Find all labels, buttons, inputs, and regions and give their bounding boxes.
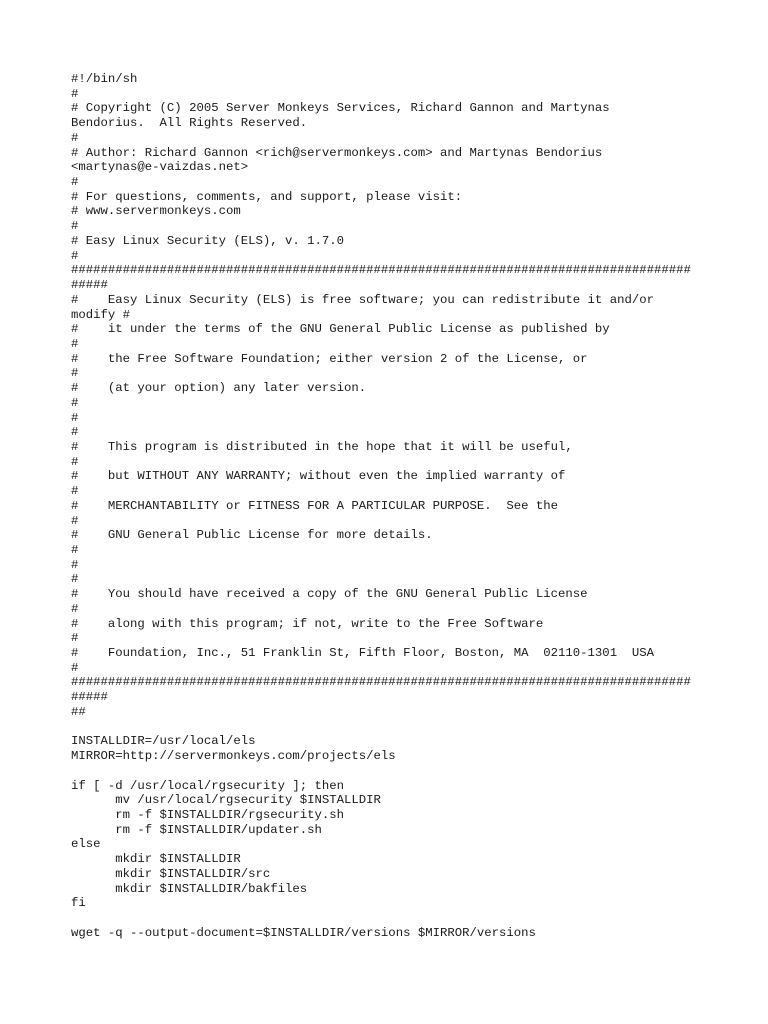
script-line: # <box>71 543 79 557</box>
script-line: mkdir $INSTALLDIR/src <box>71 866 271 881</box>
script-line: # www.servermonkeys.com <box>71 204 241 219</box>
script-line: modify # <box>71 307 131 322</box>
script-line: # <box>71 557 79 572</box>
script-line: # You should have received a copy of the GNU General Public License <box>71 587 588 602</box>
script-line: INSTALLDIR=/usr/local/els <box>71 734 256 749</box>
script-line: ##### <box>71 278 108 293</box>
script-line: mkdir $INSTALLDIR <box>71 852 241 867</box>
script-line: # <box>71 175 79 190</box>
script-line: # MERCHANTABILITY or FITNESS FOR A PARTICULAR PURPOSE. See the <box>71 498 559 513</box>
script-line: #################################################################################### <box>71 675 691 690</box>
script-line: # the Free Software Foundation; either version 2 of the License, or <box>71 351 588 366</box>
script-line: # <box>71 336 79 351</box>
shell-script-text <box>71 72 731 940</box>
script-line: # This program is distributed in the hope that it will be useful, <box>71 439 573 454</box>
script-line: # <box>71 248 79 263</box>
script-line: rm -f $INSTALLDIR/rgsecurity.sh <box>71 807 345 822</box>
script-line: # but WITHOUT ANY WARRANTY; without even the implied warranty of <box>71 469 566 484</box>
script-line: # GNU General Public License for more details. <box>71 528 433 543</box>
script-line: # <box>71 219 79 234</box>
script-line: # <box>71 601 79 616</box>
script-line: mkdir $INSTALLDIR/bakfiles <box>71 881 308 896</box>
script-line: wget -q --output-document=$INSTALLDIR/versions $MIRROR/versions <box>71 925 536 940</box>
script-line: MIRROR=http://servermonkeys.com/projects/els <box>71 749 396 764</box>
script-line: # Copyright (C) 2005 Server Monkeys Services, Richard Gannon and Martynas <box>71 101 610 116</box>
script-line: # Easy Linux Security (ELS) is free software; you can redistribute it and/or <box>71 292 654 307</box>
script-line: ## <box>71 704 86 719</box>
script-line: # <box>71 454 79 469</box>
script-line: if [ -d /usr/local/rgsecurity ]; then <box>71 778 345 793</box>
script-line: # <box>71 572 79 587</box>
script-line: # (at your option) any later version. <box>71 381 367 396</box>
script-line: # For questions, comments, and support, please visit: <box>71 189 463 204</box>
script-line: #################################################################################### <box>71 263 691 278</box>
script-line: # <box>71 513 79 528</box>
script-line: # <box>71 86 79 101</box>
script-line: rm -f $INSTALLDIR/updater.sh <box>71 822 322 837</box>
script-line <box>71 764 731 779</box>
script-line <box>71 911 731 926</box>
script-line: mv /usr/local/rgsecurity $INSTALLDIR <box>71 793 381 808</box>
script-line: # <box>71 130 79 145</box>
script-line: # <box>71 410 79 425</box>
script-line: # <box>71 484 79 499</box>
script-line: fi <box>71 896 86 911</box>
script-line: Bendorius. All Rights Reserved. <box>71 116 308 131</box>
script-line: # <box>71 660 79 675</box>
script-line: # Foundation, Inc., 51 Franklin St, Fifth Floor, Boston, MA 02110-1301 USA <box>71 646 654 661</box>
script-line: #!/bin/sh <box>71 72 138 86</box>
script-line: # it under the terms of the GNU General Public License as published by <box>71 322 610 337</box>
script-line: # <box>71 395 79 410</box>
script-line: # <box>71 366 79 381</box>
script-line <box>71 720 731 735</box>
script-line: # Easy Linux Security (ELS), v. 1.7.0 <box>71 233 345 248</box>
script-line: # <box>71 631 79 646</box>
script-line: # along with this program; if not, write to the Free Software <box>71 616 544 631</box>
script-line: <martynas@e-vaizdas.net> <box>71 160 249 175</box>
script-line: else <box>71 837 101 852</box>
script-line: ##### <box>71 690 108 705</box>
script-line: # Author: Richard Gannon <rich@servermonkeys.com> and Martynas Bendorius <box>71 145 603 160</box>
script-line: # <box>71 425 79 440</box>
